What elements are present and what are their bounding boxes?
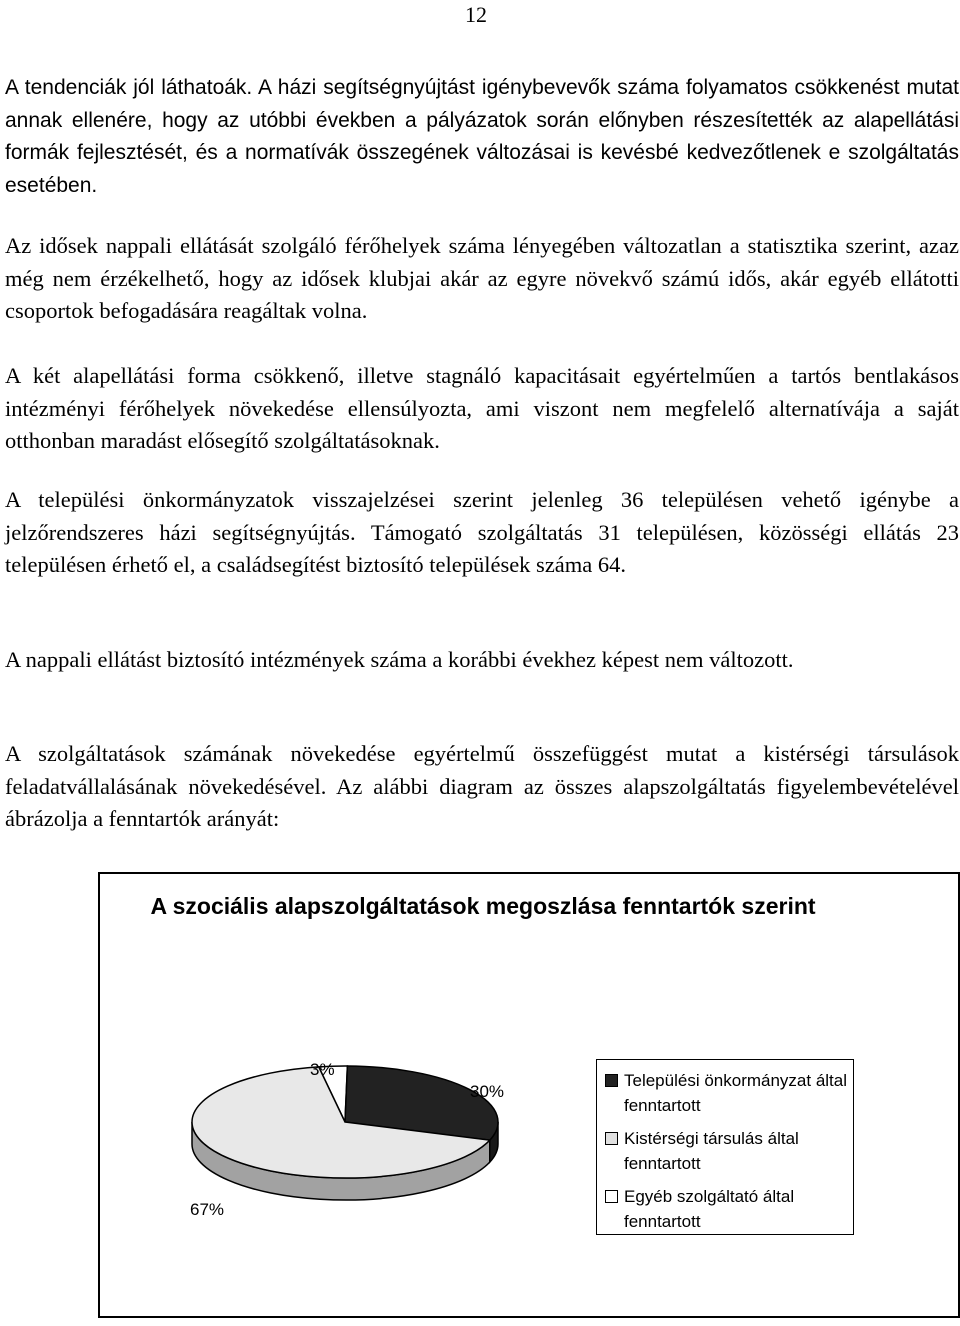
page-number: 12: [465, 2, 487, 27]
chart-legend: [596, 1059, 854, 1235]
paragraph-3: A két alapellátási forma csökkenő, illetve stagnáló kapacitásait egyértelműen a tartós bentlakásos intézményi férőhelyek növekedése ellensúlyozta, ami viszont nem megfelelő alternatívája a saját otthonban maradást elősegítő szolgáltatásoknak.: [5, 363, 959, 453]
chart-title: A szociális alapszolgáltatások megoszlása fenntartók szerint: [150, 893, 816, 919]
legend-item-municipal: [605, 1068, 849, 1118]
slice-label-subregional: 67%: [190, 1200, 225, 1219]
paragraph-6: A szolgáltatások számának növekedése egyértelmű összefüggést mutat a kistérségi társulások feladatvállalásának növekedésével. Az alábbi diagram az összes alapszolgáltatás figyelembevételével ábrázolja a fenntartók arányát:: [5, 741, 959, 831]
legend-label: Egyéb szolgáltató által fenntartott: [624, 1187, 795, 1231]
slice-label-other: 3%: [310, 1060, 335, 1079]
legend-item-other: [605, 1184, 849, 1234]
legend-item-subregional: [605, 1126, 849, 1176]
legend-swatch: [605, 1074, 618, 1087]
paragraph-4: A települési önkormányzatok visszajelzései szerint jelenleg 36 településen vehető igénybe a jelzőrendszeres házi segítségnyújtás. Támogató szolgáltatás 31 településen, közösségi ellátás 23 településen érhető el, a családsegítést biztosító települések száma 64.: [5, 487, 959, 577]
legend-swatch: [605, 1190, 618, 1203]
paragraph-1: A tendenciák jól láthatoák. A házi segítségnyújtást igénybevevők száma folyamatos csökkenést mutat annak ellenére, hogy az utóbbi években a pályázatok során előnyben részesítették az alapellátási formák fejlesztését, és a normatívák összegének változásai is kevésbé kedvezőtlenek e szolgáltatás esetében.: [5, 76, 959, 197]
pie-chart-svg: [100, 874, 600, 1320]
paragraph-5: A nappali ellátást biztosító intézmények száma a korábbi évekhez képest nem változott.: [5, 647, 794, 672]
legend-label: Kistérségi társulás által fenntartott: [624, 1129, 799, 1173]
paragraph-2: Az idősek nappali ellátását szolgáló férőhelyek száma lényegében változatlan a statisztika szerint, azaz még nem érzékelhető, hogy az idősek klubjai akár az egyre növekvő számú idős, akár egyéb ellátotti csoportok befogadására reagáltak volna.: [5, 233, 959, 323]
legend-swatch: [605, 1132, 618, 1145]
pie-chart: [98, 872, 960, 1318]
legend-label: Települési önkormányzat által fenntartott: [624, 1071, 848, 1115]
slice-label-municipal: 30%: [470, 1082, 505, 1101]
